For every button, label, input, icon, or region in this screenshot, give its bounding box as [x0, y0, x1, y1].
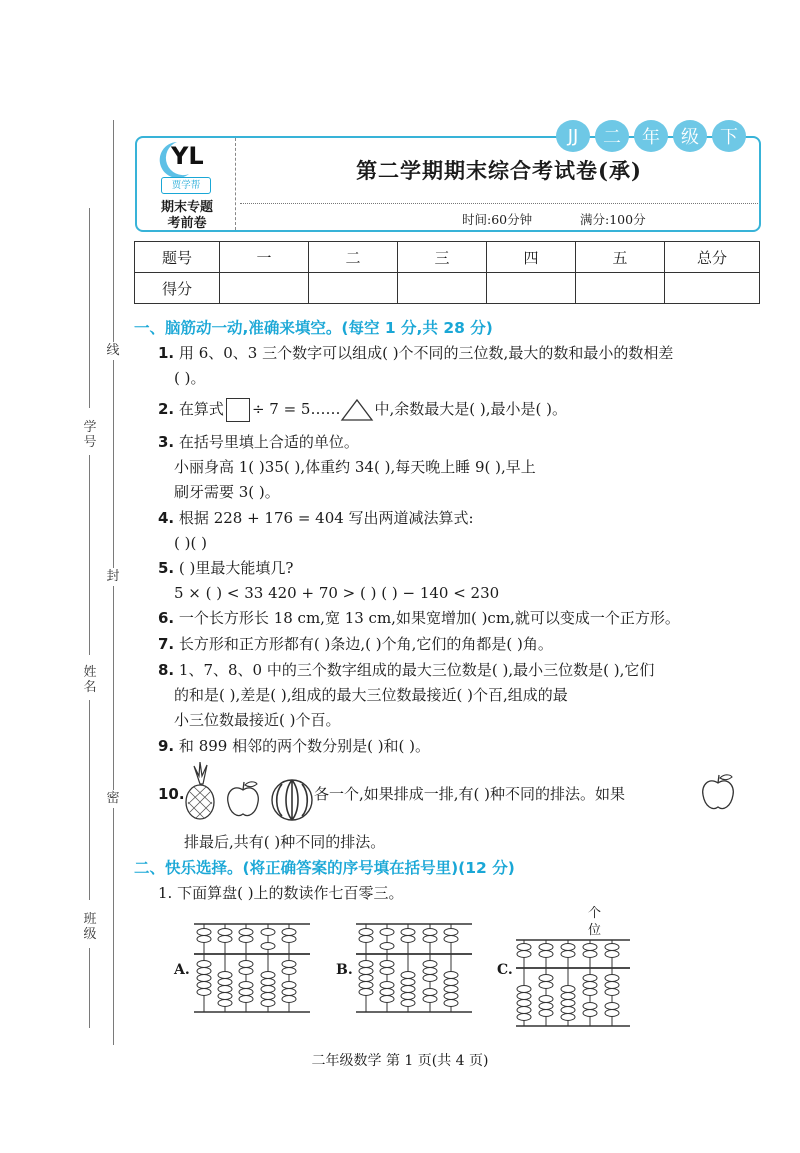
question-3-line-3: 刷牙需要 3( )。 [174, 483, 280, 501]
question-1-line-2: ( )。 [174, 369, 206, 387]
logo [135, 136, 235, 232]
question-number: 2. [158, 400, 175, 418]
score-cell[interactable] [220, 273, 309, 304]
question-number: 7. [158, 635, 175, 653]
question-8 [158, 660, 654, 680]
apple-icon [698, 772, 738, 814]
exam-time: 时间:60分钟 [462, 212, 533, 227]
watermelon-icon [270, 778, 314, 822]
score-table-header: 总分 [665, 242, 760, 273]
score-table-header: 一 [220, 242, 309, 273]
question-number: 4. [158, 509, 175, 527]
student-name-line [89, 700, 90, 900]
triangle-icon [340, 398, 374, 422]
question-number: 8. [158, 661, 175, 679]
option-b-label: B. [336, 962, 353, 978]
question-text: 和 899 相邻的两个数分别是( )和( )。 [178, 737, 431, 755]
question-9 [158, 736, 430, 756]
section2-title: 二、快乐选择。(将正确答案的序号填在括号里)(12 分) [134, 859, 515, 877]
exam-title: 第二学期期末综合考试卷(承) [356, 158, 642, 183]
question-5-line-2: 5 × ( ) < 33 420 + 70 > ( ) ( ) − 140 < 230 [174, 584, 500, 602]
abacus-c [514, 936, 632, 1030]
grade-pill: 二 [595, 120, 629, 152]
question-text: 在括号里填上合适的单位。 [178, 433, 359, 451]
binding-word-mi: 密 [104, 790, 122, 808]
section2-question-1: 1. 下面算盘( )上的数读作七百零三。 [158, 884, 404, 902]
logo-subtitle-1: 期末专题 [160, 200, 213, 215]
score-table-header: 三 [398, 242, 487, 273]
question-8-line-2: 的和是( ),差是( ),组成的最大三位数最接近( )个百,组成的最 [174, 686, 568, 704]
logo-brand: 贾学帮 [161, 177, 211, 194]
logo-subtitle-2: 考前卷 [167, 216, 207, 231]
logo-mark: YL [171, 142, 204, 170]
option-c-label: C. [497, 962, 513, 978]
score-table-header: 题号 [135, 242, 220, 273]
section1-title: 一、脑筋动一动,准确来填空。(每空 1 分,共 28 分) [134, 319, 493, 337]
question-text: 用 6、0、3 三个数字可以组成( )个不同的三位数,最大的数和最小的数相差 [178, 344, 674, 362]
question-8-line-3: 小三位数最接近( )个百。 [174, 711, 341, 729]
question-1 [158, 343, 673, 363]
score-cell[interactable] [487, 273, 576, 304]
question-3-line-2: 小丽身高 1( )35( ),体重约 34( ),每天晚上睡 9( ),早上 [174, 458, 536, 476]
question-text: 在算式 [178, 400, 224, 418]
score-table-header: 二 [309, 242, 398, 273]
question-text: 长方形和正方形都有( )条边,( )个角,它们的角都是( )角。 [178, 635, 553, 653]
binding-word-xian: 线 [104, 342, 122, 360]
question-text: 一个长方形长 18 cm,宽 13 cm,如果宽增加( )cm,就可以变成一个正方形。 [178, 609, 680, 627]
class-label: 班级 [83, 912, 97, 942]
question-number: 5. [158, 559, 175, 577]
score-cell[interactable] [665, 273, 760, 304]
question-4 [158, 508, 474, 528]
question-text: 1、7、8、0 中的三个数字组成的最大三位数是( ),最小三位数是( ),它们 [178, 661, 655, 679]
question-text: ( )里最大能填几? [178, 559, 294, 577]
question-text: ÷ 7 = 5…… [251, 400, 341, 418]
question-number: 6. [158, 609, 175, 627]
score-cell[interactable] [398, 273, 487, 304]
grade-pill: 级 [673, 120, 707, 152]
abacus-a [192, 920, 312, 1016]
score-table-row [135, 273, 760, 304]
question-number: 9. [158, 737, 175, 755]
question-10-line-2: 排最后,共有( )种不同的排法。 [184, 833, 386, 851]
place-label-ones-1: 个 [588, 906, 602, 921]
question-10-text: 各一个,如果排成一排,有( )种不同的排法。如果 [314, 785, 626, 803]
score-table [134, 241, 760, 304]
question-4-line-2: ( )( ) [174, 534, 207, 552]
pineapple-icon [182, 762, 218, 820]
question-5 [158, 558, 293, 578]
grade-pills [556, 120, 751, 152]
score-table-header: 五 [576, 242, 665, 273]
class-line [89, 948, 90, 1028]
grade-pill: 下 [712, 120, 746, 152]
binding-word-feng: 封 [104, 568, 122, 586]
grade-pill: JJ [556, 120, 590, 152]
place-label-ones-2: 位 [588, 923, 602, 938]
logo-divider [235, 138, 236, 230]
question-3 [158, 432, 359, 452]
score-row-label: 得分 [135, 273, 220, 304]
score-table-header: 四 [487, 242, 576, 273]
question-number: 1. [158, 344, 175, 362]
apple-icon [224, 780, 262, 820]
student-id-line [89, 208, 90, 408]
score-cell[interactable] [309, 273, 398, 304]
student-id-line-2 [89, 455, 90, 655]
question-text: 根据 228 + 176 = 404 写出两道减法算式: [178, 509, 474, 527]
title-divider [240, 203, 758, 204]
question-text: 中,余数最大是( ),最小是( )。 [374, 400, 567, 418]
abacus-b [354, 920, 474, 1016]
question-2 [158, 398, 567, 422]
score-cell[interactable] [576, 273, 665, 304]
student-id-label: 学号 [83, 420, 97, 450]
score-table-header-row [135, 242, 760, 273]
question-number: 3. [158, 433, 175, 451]
option-a-label: A. [174, 962, 190, 978]
student-name-label: 姓名 [83, 665, 97, 695]
question-6 [158, 608, 680, 628]
question-10-number: 10. [158, 785, 185, 803]
grade-pill: 年 [634, 120, 668, 152]
page-footer: 二年级数学 第 1 页(共 4 页) [311, 1053, 489, 1069]
exam-full-score: 满分:100分 [580, 212, 646, 227]
question-7 [158, 634, 553, 654]
square-box[interactable] [226, 398, 250, 422]
